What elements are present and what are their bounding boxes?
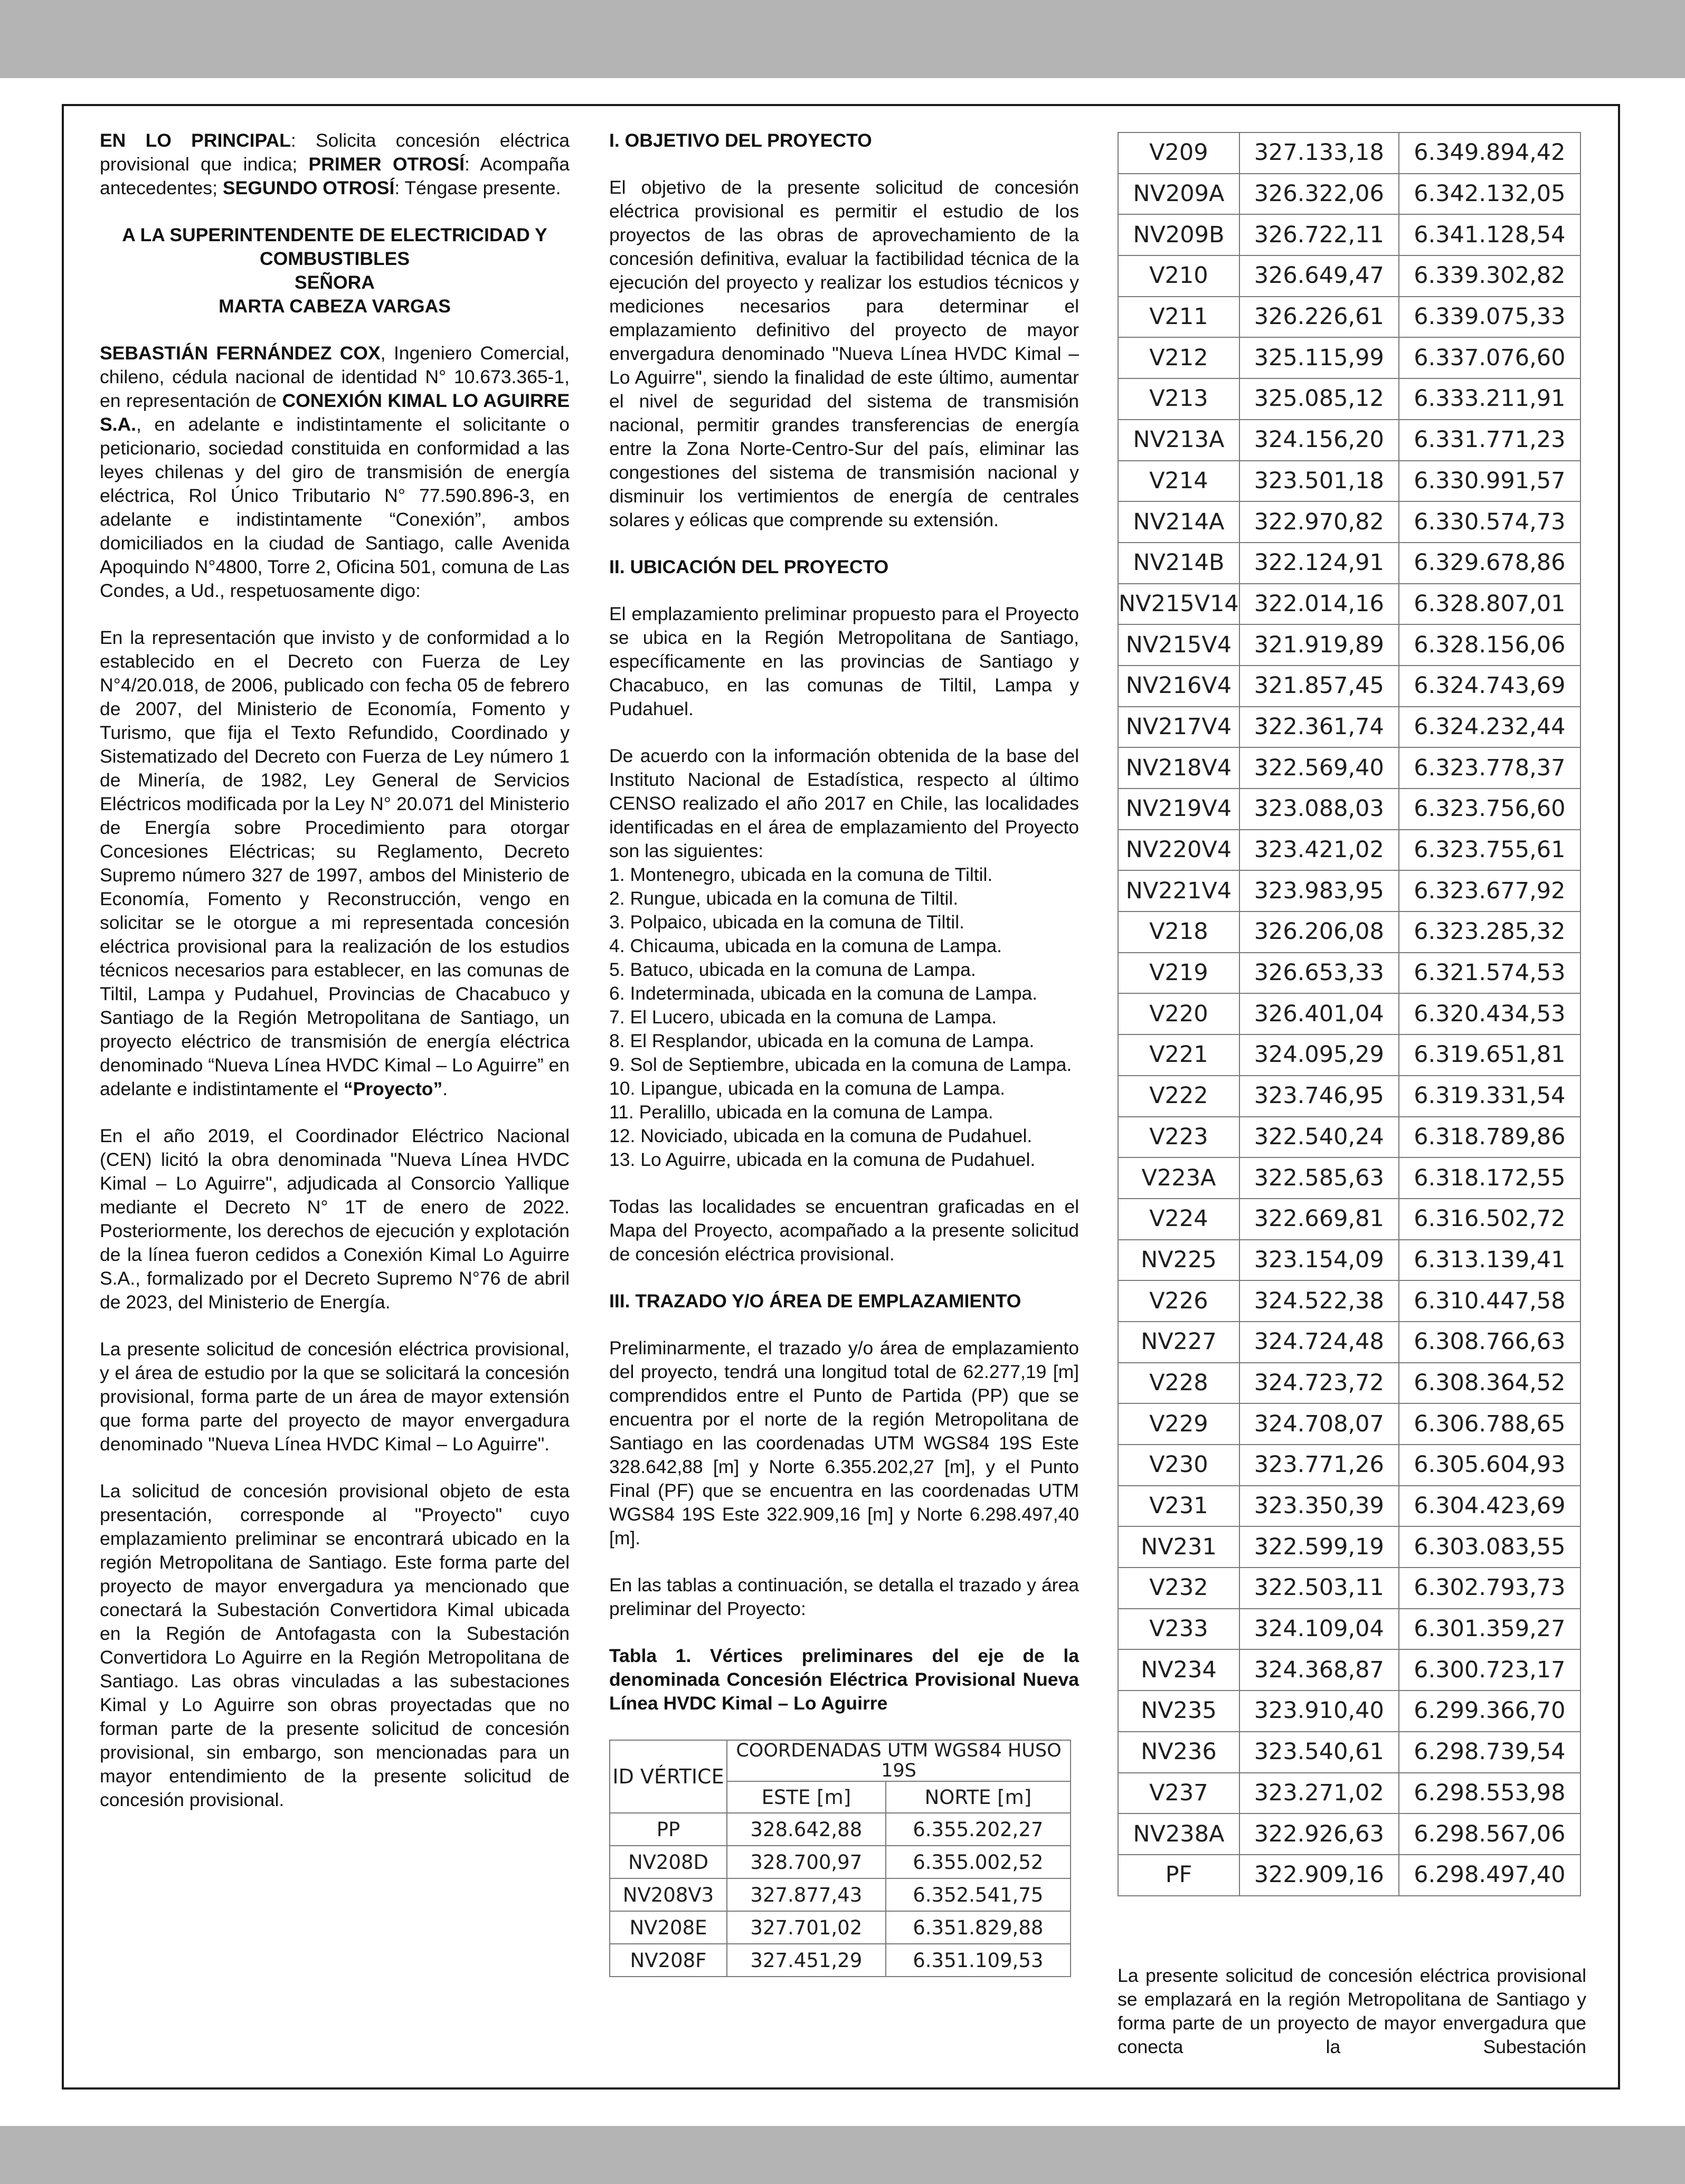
table-row bbox=[1118, 870, 1580, 911]
vertex-id-cell: V231 bbox=[1118, 1486, 1239, 1527]
intro-paragraph bbox=[100, 129, 570, 200]
vertex-id-cell: V223 bbox=[1118, 1117, 1239, 1158]
table-row bbox=[1118, 501, 1580, 543]
vertex-id-cell: NV218V4 bbox=[1118, 747, 1239, 789]
vertex-id-cell: V210 bbox=[1118, 255, 1239, 297]
vertex-id-cell: V233 bbox=[1118, 1609, 1239, 1650]
vertex-id-cell: V237 bbox=[1118, 1773, 1239, 1814]
addressee-block bbox=[100, 223, 570, 318]
table-row bbox=[1118, 1732, 1580, 1773]
table-row bbox=[610, 1878, 1071, 1911]
vertex-id-cell: NV234 bbox=[1118, 1649, 1239, 1691]
norte-cell: 6.333.211,91 bbox=[1399, 378, 1580, 420]
vertex-id-cell: NV209B bbox=[1118, 214, 1239, 255]
tables-intro-paragraph: En las tablas a continuación, se detalla el trazado y área preliminar del Proyecto: bbox=[609, 1574, 1079, 1619]
route-paragraph: Preliminarmente, el trazado y/o área de emplazamiento del proyecto, tendrá una longitud total de 62.277,19 [m] comprendidos entre el Punto de Partida (PP) que se encuentra por el norte de la región Metropolitana de Santiago en las coordenadas UTM WGS84 19S Este 328.642,88 [m] y Norte 6.355.202,27 [m], y el Punto Final (PF) que se encuentra en las coordenadas UTM WGS84 19S Este 322.909,16 [m] y Norte 6.298.497,40 [m]. bbox=[609, 1337, 1079, 1549]
norte-cell: 6.323.285,32 bbox=[1399, 911, 1580, 953]
table-row bbox=[1118, 543, 1580, 584]
este-cell: 322.569,40 bbox=[1239, 747, 1399, 789]
table-row bbox=[1118, 132, 1580, 174]
vertex-id-cell: NV213A bbox=[1118, 420, 1239, 461]
vertex-id-cell: NV235 bbox=[1118, 1691, 1239, 1732]
addressee-line: A LA SUPERINTENDENTE DE ELECTRICIDAD Y COMBUSTIBLES bbox=[122, 224, 547, 269]
table-row bbox=[1118, 461, 1580, 502]
table-row bbox=[1118, 747, 1580, 789]
norte-cell: 6.331.771,23 bbox=[1399, 420, 1580, 461]
table-header-utm: COORDENADAS UTM WGS84 HUSO 19S bbox=[727, 1740, 1071, 1781]
este-cell: 326.722,11 bbox=[1239, 214, 1399, 255]
norte-cell: 6.339.302,82 bbox=[1399, 255, 1580, 297]
norte-cell: 6.319.331,54 bbox=[1399, 1076, 1580, 1117]
norte-cell: 6.300.723,17 bbox=[1399, 1649, 1580, 1691]
este-cell: 321.857,45 bbox=[1239, 666, 1399, 707]
este-cell: 326.401,04 bbox=[1239, 993, 1399, 1034]
section-heading: II. UBICACIÓN DEL PROYECTO bbox=[609, 556, 889, 577]
table-row bbox=[1118, 1199, 1580, 1240]
vertex-id-cell: V220 bbox=[1118, 993, 1239, 1034]
vertex-id-cell: V221 bbox=[1118, 1034, 1239, 1076]
table-row bbox=[1118, 1076, 1580, 1117]
table-caption: Tabla 1. Vértices preliminares del eje de la denominada Concesión Eléctrica Provisional Nueva Línea HVDC Kimal – Lo Aguirre bbox=[609, 1645, 1079, 1714]
vertex-id-cell: V222 bbox=[1118, 1076, 1239, 1117]
norte-cell: 6.304.423,69 bbox=[1399, 1486, 1580, 1527]
este-cell: 328.700,97 bbox=[727, 1846, 886, 1878]
table-row bbox=[1118, 1649, 1580, 1691]
vertex-id-cell: NV216V4 bbox=[1118, 666, 1239, 707]
vertex-id-cell: V209 bbox=[1118, 132, 1239, 174]
table-row bbox=[1118, 911, 1580, 953]
table-row bbox=[1118, 1363, 1580, 1404]
norte-cell: 6.306.788,65 bbox=[1399, 1403, 1580, 1445]
table-row bbox=[1118, 1855, 1580, 1896]
vertex-id-cell: NV208F bbox=[610, 1944, 727, 1977]
location-paragraph: El emplazamiento preliminar propuesto para el Proyecto se ubica en la Región Metropolitana de Santiago, específicamente en las provincias de Santiago y Chacabuco, en las comunas de Tiltil, Lampa y Pudahuel. bbox=[609, 603, 1079, 719]
table-row bbox=[1118, 337, 1580, 378]
vertex-id-cell: V226 bbox=[1118, 1280, 1239, 1322]
norte-cell: 6.355.002,52 bbox=[886, 1846, 1071, 1878]
petitioner-paragraph bbox=[100, 341, 570, 603]
este-cell: 324.156,20 bbox=[1239, 420, 1399, 461]
table-row bbox=[1118, 1157, 1580, 1199]
este-cell: 322.014,16 bbox=[1239, 584, 1399, 625]
vertex-id-cell: NV209A bbox=[1118, 174, 1239, 215]
census-paragraph: De acuerdo con la información obtenida de la base del Instituto Nacional de Estadística, respecto al último CENSO realizado el año 2017 en Chile, las localidades identificadas en el área de emplazamiento del Proyecto son las siguientes: bbox=[609, 745, 1079, 861]
map-paragraph: Todas las localidades se encuentran graficadas en el Mapa del Proyecto, acompañado a la presente solicitud de concesión eléctrica provisional. bbox=[609, 1196, 1079, 1265]
vertex-id-cell: NV219V4 bbox=[1118, 789, 1239, 830]
addressee-line: MARTA CABEZA VARGAS bbox=[219, 296, 451, 317]
vertex-id-cell: V211 bbox=[1118, 297, 1239, 338]
norte-cell: 6.323.677,92 bbox=[1399, 870, 1580, 911]
este-cell: 323.540,61 bbox=[1239, 1732, 1399, 1773]
norte-cell: 6.301.359,27 bbox=[1399, 1609, 1580, 1650]
table-row bbox=[1118, 1486, 1580, 1527]
table-row bbox=[1118, 1813, 1580, 1855]
este-cell: 324.723,72 bbox=[1239, 1363, 1399, 1404]
vertex-id-cell: NV208D bbox=[610, 1846, 727, 1878]
norte-cell: 6.310.447,58 bbox=[1399, 1280, 1580, 1322]
este-cell: 322.361,74 bbox=[1239, 707, 1399, 748]
vertex-id-cell: NV215V4 bbox=[1118, 624, 1239, 666]
locality-item: 7. El Lucero, ubicada en la comuna de Lampa. bbox=[609, 1006, 997, 1028]
table-row bbox=[1118, 1034, 1580, 1076]
este-cell: 327.451,29 bbox=[727, 1944, 886, 1977]
este-cell: 323.421,02 bbox=[1239, 830, 1399, 871]
este-cell: 327.133,18 bbox=[1239, 132, 1399, 174]
text-run: . bbox=[442, 1078, 448, 1099]
norte-cell: 6.329.678,86 bbox=[1399, 543, 1580, 584]
este-cell: 322.669,81 bbox=[1239, 1199, 1399, 1240]
norte-cell: 6.321.574,53 bbox=[1399, 953, 1580, 994]
project-paragraph: La solicitud de concesión provisional objeto de esta presentación, corresponde al "Proyecto" cuyo emplazamiento preliminar se encontrará ubicado en la región Metropolitana de Santiago. Este forma parte del proyecto de mayor envergadura ya mencionado que conectará la Subestación Convertidora Kimal ubicada en la Región de Antofagasta con la Subestación Convertidora Lo Aguirre en la Región Metropolitana de Santiago. Las obras vinculadas a las subestaciones Kimal y Lo Aguirre son obras proyectadas que no forman parte de la presente solicitud de concesión provisional, sin embargo, son mencionadas para un mayor entendimiento de la presente solicitud de concesión provisional. bbox=[100, 1480, 570, 1810]
table-row bbox=[1118, 666, 1580, 707]
este-cell: 322.124,91 bbox=[1239, 543, 1399, 584]
norte-cell: 6.318.172,55 bbox=[1399, 1157, 1580, 1199]
norte-cell: 6.349.894,42 bbox=[1399, 132, 1580, 174]
este-cell: 322.599,19 bbox=[1239, 1526, 1399, 1568]
vertex-id-cell: NV227 bbox=[1118, 1322, 1239, 1363]
este-cell: 323.501,18 bbox=[1239, 461, 1399, 502]
table-row bbox=[1118, 1322, 1580, 1363]
norte-cell: 6.355.202,27 bbox=[886, 1813, 1071, 1846]
locality-item: 1. Montenegro, ubicada en la comuna de Tiltil. bbox=[609, 864, 993, 885]
table-row bbox=[1118, 1445, 1580, 1486]
locality-item: 6. Indeterminada, ubicada en la comuna de Lampa. bbox=[609, 983, 1038, 1004]
locality-item: 4. Chicauma, ubicada en la comuna de Lampa. bbox=[609, 935, 1002, 956]
norte-cell: 6.302.793,73 bbox=[1399, 1568, 1580, 1609]
este-cell: 326.206,08 bbox=[1239, 911, 1399, 953]
norte-cell: 6.328.156,06 bbox=[1399, 624, 1580, 666]
norte-cell: 6.298.567,06 bbox=[1399, 1813, 1580, 1855]
objective-paragraph: El objetivo de la presente solicitud de concesión eléctrica provisional es permitir el estudio de los proyectos de las obras de aprovechamiento de la concesión definitiva, evaluar la factibilidad técnica de la ejecución del proyecto y realizar los estudios técnicos y mediciones necesarios para determinar el emplazamiento definitivo del proyecto de mayor envergadura denominado "Nueva Línea HVDC Kimal – Lo Aguirre", siendo la finalidad de este último, aumentar el nivel de seguridad del sistema de transmisión nacional, permitir grandes transferencias de energía entre la Zona Norte-Centro-Sur del país, eliminar las congestiones del sistema de transmisión nacional y disminuir los vertimientos de energía de centrales solares y eólicas que comprende su extensión. bbox=[609, 177, 1079, 530]
norte-cell: 6.298.553,98 bbox=[1399, 1773, 1580, 1814]
este-cell: 322.970,82 bbox=[1239, 501, 1399, 543]
vertex-id-cell: NV214B bbox=[1118, 543, 1239, 584]
vertex-id-cell: NV225 bbox=[1118, 1240, 1239, 1281]
norte-cell: 6.320.434,53 bbox=[1399, 993, 1580, 1034]
table-row bbox=[1118, 1403, 1580, 1445]
text-run: , en adelante e indistintamente el solicitante o peticionario, sociedad constituida en conformidad a las leyes chilenas y del giro de transmisión de energía eléctrica, Rol Único Tributario N° 77.590.896-3, en adelante e indistintamente “Conexión”, ambos domiciliados en la ciudad de Santiago, calle Avenida Apoquindo N°4800, Torre 2, Oficina 501, comuna de Las Condes, a Ud., respetuosamente digo: bbox=[100, 414, 570, 601]
este-cell: 322.540,24 bbox=[1239, 1117, 1399, 1158]
locality-item: 12. Noviciado, ubicada en la comuna de Pudahuel. bbox=[609, 1125, 1033, 1146]
norte-cell: 6.318.789,86 bbox=[1399, 1117, 1580, 1158]
norte-cell: 6.303.083,55 bbox=[1399, 1526, 1580, 1568]
table-row bbox=[1118, 174, 1580, 215]
vertex-id-cell: NV220V4 bbox=[1118, 830, 1239, 871]
table-row bbox=[1118, 993, 1580, 1034]
vertex-id-cell: V230 bbox=[1118, 1445, 1239, 1486]
este-cell: 326.649,47 bbox=[1239, 255, 1399, 297]
norte-cell: 6.323.756,60 bbox=[1399, 789, 1580, 830]
norte-cell: 6.330.574,73 bbox=[1399, 501, 1580, 543]
bold-text-run: SEBASTIÁN FERNÁNDEZ COX bbox=[100, 343, 381, 364]
locality-item: 11. Peralillo, ubicada en la comuna de Lampa. bbox=[609, 1102, 993, 1123]
vertex-id-cell: NV238A bbox=[1118, 1813, 1239, 1855]
vertices-table-continued bbox=[1118, 132, 1581, 1896]
text-run: , Ingeniero Comercial, chileno, cédula nacional de identidad N° 10.673.365-1, en representación de bbox=[100, 343, 570, 411]
table-row bbox=[1118, 297, 1580, 338]
table-row bbox=[1118, 255, 1580, 297]
este-cell: 323.746,95 bbox=[1239, 1076, 1399, 1117]
table-row bbox=[1118, 1526, 1580, 1568]
vertex-id-cell: V213 bbox=[1118, 378, 1239, 420]
este-cell: 322.585,63 bbox=[1239, 1157, 1399, 1199]
este-cell: 326.653,33 bbox=[1239, 953, 1399, 994]
este-cell: 327.701,02 bbox=[727, 1911, 886, 1944]
vertex-id-cell: V212 bbox=[1118, 337, 1239, 378]
addressee-line: SEÑORA bbox=[295, 272, 375, 293]
table-row bbox=[610, 1813, 1071, 1846]
vertex-id-cell: NV214A bbox=[1118, 501, 1239, 543]
localities-list bbox=[609, 863, 1079, 1172]
este-cell: 326.226,61 bbox=[1239, 297, 1399, 338]
norte-cell: 6.330.991,57 bbox=[1399, 461, 1580, 502]
table-row bbox=[1118, 214, 1580, 255]
column-middle bbox=[609, 129, 1079, 1977]
norte-cell: 6.337.076,60 bbox=[1399, 337, 1580, 378]
norte-cell: 6.324.743,69 bbox=[1399, 666, 1580, 707]
table-row bbox=[1118, 1773, 1580, 1814]
vertex-id-cell: V229 bbox=[1118, 1403, 1239, 1445]
text-run: En la representación que invisto y de conformidad a lo establecido en el Decreto con Fuerza de Ley N°4/20.018, de 2006, publicado con fecha 05 de febrero de 2007, del Ministerio de Economía, Fomento y Turismo, que fija el Texto Refundido, Coordinado y Sistematizado del Decreto con Fuerza de Ley número 1 de Minería, de 1982, Ley General de Servicios Eléctricos modificada por la Ley N° 20.071 del Ministerio de Energía sobre Procedimiento para otorgar Concesiones Eléctricas; su Reglamento, Decreto Supremo número 327 de 1997, ambos del Ministerio de Economía, Fomento y Reconstrucción, vengo en solicitar se le otorgue a mi representada concesión eléctrica provisional para la realización de los estudios técnicos necesarios para establecer, en las comunas de Tiltil, Lampa y Pudahuel, Provincias de Chacabuco y Santiago de la Región Metropolitana de Santiago, un proyecto eléctrico de transmisión de energía eléctrica denominado “Nueva Línea HVDC Kimal – Lo Aguirre” en adelante e indistintamente el bbox=[100, 627, 570, 1099]
section-heading: I. OBJETIVO DEL PROYECTO bbox=[609, 130, 872, 151]
este-cell: 324.724,48 bbox=[1239, 1322, 1399, 1363]
vertex-id-cell: V224 bbox=[1118, 1199, 1239, 1240]
este-cell: 323.088,03 bbox=[1239, 789, 1399, 830]
column-right bbox=[1118, 132, 1586, 2059]
norte-cell: 6.319.651,81 bbox=[1399, 1034, 1580, 1076]
document-page bbox=[0, 78, 1685, 2126]
locality-item: 2. Rungue, ubicada en la comuna de Tiltil. bbox=[609, 888, 959, 909]
table-row bbox=[1118, 1280, 1580, 1322]
vertex-id-cell: NV208V3 bbox=[610, 1878, 727, 1911]
vertex-id-cell: V232 bbox=[1118, 1568, 1239, 1609]
vertices-table bbox=[609, 1740, 1071, 1977]
vertex-id-cell: NV236 bbox=[1118, 1732, 1239, 1773]
norte-cell: 6.324.232,44 bbox=[1399, 707, 1580, 748]
norte-cell: 6.313.139,41 bbox=[1399, 1240, 1580, 1281]
table-row bbox=[1118, 624, 1580, 666]
locality-item: 10. Lipangue, ubicada en la comuna de Lampa. bbox=[609, 1078, 1006, 1099]
background-paragraph: En el año 2019, el Coordinador Eléctrico Nacional (CEN) licitó la obra denominada "Nueva Línea HVDC Kimal – Lo Aguirre", adjudicada al Consorcio Yallique mediante el Decreto N° 1T de enero de 2022. Posteriormente, los derechos de ejecución y explotación de la línea fueron cedidos a Conexión Kimal Lo Aguirre S.A., formalizado por el Decreto Supremo N°76 de abril de 2023, del Ministerio de Energía. bbox=[100, 1125, 570, 1313]
vertex-id-cell: NV215V14 bbox=[1118, 584, 1239, 625]
este-cell: 322.926,63 bbox=[1239, 1813, 1399, 1855]
este-cell: 323.350,39 bbox=[1239, 1486, 1399, 1527]
este-cell: 324.368,87 bbox=[1239, 1649, 1399, 1691]
norte-cell: 6.298.497,40 bbox=[1399, 1855, 1580, 1896]
table-row bbox=[1118, 830, 1580, 871]
norte-cell: 6.352.541,75 bbox=[886, 1878, 1071, 1911]
este-cell: 322.909,16 bbox=[1239, 1855, 1399, 1896]
section-heading: III. TRAZADO Y/O ÁREA DE EMPLAZAMIENTO bbox=[609, 1290, 1021, 1312]
este-cell: 323.771,26 bbox=[1239, 1445, 1399, 1486]
este-cell: 324.095,29 bbox=[1239, 1034, 1399, 1076]
vertex-id-cell: V219 bbox=[1118, 953, 1239, 994]
norte-cell: 6.305.604,93 bbox=[1399, 1445, 1580, 1486]
este-cell: 327.877,43 bbox=[727, 1878, 886, 1911]
locality-item: 13. Lo Aguirre, ubicada en la comuna de Pudahuel. bbox=[609, 1149, 1036, 1170]
vertex-id-cell: V218 bbox=[1118, 911, 1239, 953]
este-cell: 321.919,89 bbox=[1239, 624, 1399, 666]
table-row bbox=[1118, 1240, 1580, 1281]
table-row bbox=[1118, 1568, 1580, 1609]
vertex-id-cell: PF bbox=[1118, 1855, 1239, 1896]
norte-cell: 6.351.109,53 bbox=[886, 1944, 1071, 1977]
table-row bbox=[610, 1846, 1071, 1878]
este-cell: 323.983,95 bbox=[1239, 870, 1399, 911]
vertex-id-cell: NV217V4 bbox=[1118, 707, 1239, 748]
text-run: : Solicita concesión eléctrica provisional que indica; bbox=[100, 130, 570, 175]
vertex-id-cell: V214 bbox=[1118, 461, 1239, 502]
norte-cell: 6.298.739,54 bbox=[1399, 1732, 1580, 1773]
text-run: : Acompaña antecedentes; bbox=[100, 154, 570, 198]
este-cell: 328.642,88 bbox=[727, 1813, 886, 1846]
norte-cell: 6.308.364,52 bbox=[1399, 1363, 1580, 1404]
norte-cell: 6.323.755,61 bbox=[1399, 830, 1580, 871]
table-row bbox=[1118, 789, 1580, 830]
table-row bbox=[1118, 584, 1580, 625]
table-row bbox=[1118, 953, 1580, 994]
table-row bbox=[1118, 707, 1580, 748]
norte-cell: 6.316.502,72 bbox=[1399, 1199, 1580, 1240]
locality-item: 8. El Resplandor, ubicada en la comuna de Lampa. bbox=[609, 1030, 1035, 1051]
table-row bbox=[610, 1944, 1071, 1977]
norte-cell: 6.323.778,37 bbox=[1399, 747, 1580, 789]
bold-text-run: CONEXIÓN KIMAL LO AGUIRRE S.A. bbox=[100, 390, 570, 435]
table-row bbox=[1118, 420, 1580, 461]
este-cell: 324.708,07 bbox=[1239, 1403, 1399, 1445]
este-cell: 325.115,99 bbox=[1239, 337, 1399, 378]
este-cell: 324.109,04 bbox=[1239, 1609, 1399, 1650]
table-header-id: ID VÉRTICE bbox=[610, 1740, 727, 1813]
table-header-este: ESTE [m] bbox=[727, 1781, 886, 1813]
table-row bbox=[610, 1911, 1071, 1944]
este-cell: 325.085,12 bbox=[1239, 378, 1399, 420]
vertex-id-cell: NV221V4 bbox=[1118, 870, 1239, 911]
table-header-norte: NORTE [m] bbox=[886, 1781, 1071, 1813]
locality-item: 3. Polpaico, ubicada en la comuna de Tiltil. bbox=[609, 911, 964, 933]
vertex-id-cell: NV231 bbox=[1118, 1526, 1239, 1568]
este-cell: 323.271,02 bbox=[1239, 1773, 1399, 1814]
este-cell: 324.522,38 bbox=[1239, 1280, 1399, 1322]
este-cell: 323.910,40 bbox=[1239, 1691, 1399, 1732]
locality-item: 9. Sol de Septiembre, ubicada en la comuna de Lampa. bbox=[609, 1054, 1072, 1075]
vertex-id-cell: NV208E bbox=[610, 1911, 727, 1944]
norte-cell: 6.328.807,01 bbox=[1399, 584, 1580, 625]
este-cell: 326.322,06 bbox=[1239, 174, 1399, 215]
este-cell: 322.503,11 bbox=[1239, 1568, 1399, 1609]
bold-text-run: “Proyecto” bbox=[343, 1078, 443, 1099]
locality-item: 5. Batuco, ubicada en la comuna de Lampa. bbox=[609, 959, 976, 980]
bold-text-run: SEGUNDO OTROSÍ bbox=[222, 177, 395, 198]
column-left bbox=[100, 129, 570, 1835]
norte-cell: 6.341.128,54 bbox=[1399, 214, 1580, 255]
bold-text-run: PRIMER OTROSÍ bbox=[308, 154, 465, 175]
closing-paragraph: La presente solicitud de concesión eléctrica provisional se emplazará en la región Metropolitana de Santiago y forma parte de un proyecto de mayor envergadura que conecta la Subestación bbox=[1118, 1964, 1586, 2057]
vertex-id-cell: V228 bbox=[1118, 1363, 1239, 1404]
scope-paragraph: La presente solicitud de concesión eléctrica provisional, y el área de estudio por la que se solicitará la concesión provisional, forma parte de un área de mayor extensión que forma parte del proyecto de mayor envergadura denominado "Nueva Línea HVDC Kimal – Lo Aguirre". bbox=[100, 1338, 570, 1455]
vertex-id-cell: PP bbox=[610, 1813, 727, 1846]
table-row bbox=[1118, 1609, 1580, 1650]
table-row bbox=[1118, 378, 1580, 420]
vertex-id-cell: V223A bbox=[1118, 1157, 1239, 1199]
este-cell: 323.154,09 bbox=[1239, 1240, 1399, 1281]
bold-text-run: EN LO PRINCIPAL bbox=[100, 130, 291, 151]
norte-cell: 6.308.766,63 bbox=[1399, 1322, 1580, 1363]
norte-cell: 6.339.075,33 bbox=[1399, 297, 1580, 338]
norte-cell: 6.351.829,88 bbox=[886, 1911, 1071, 1944]
norte-cell: 6.299.366,70 bbox=[1399, 1691, 1580, 1732]
norte-cell: 6.342.132,05 bbox=[1399, 174, 1580, 215]
request-paragraph bbox=[100, 626, 570, 1101]
table-row bbox=[1118, 1691, 1580, 1732]
text-run: : Téngase presente. bbox=[394, 177, 561, 198]
table-row bbox=[1118, 1117, 1580, 1158]
